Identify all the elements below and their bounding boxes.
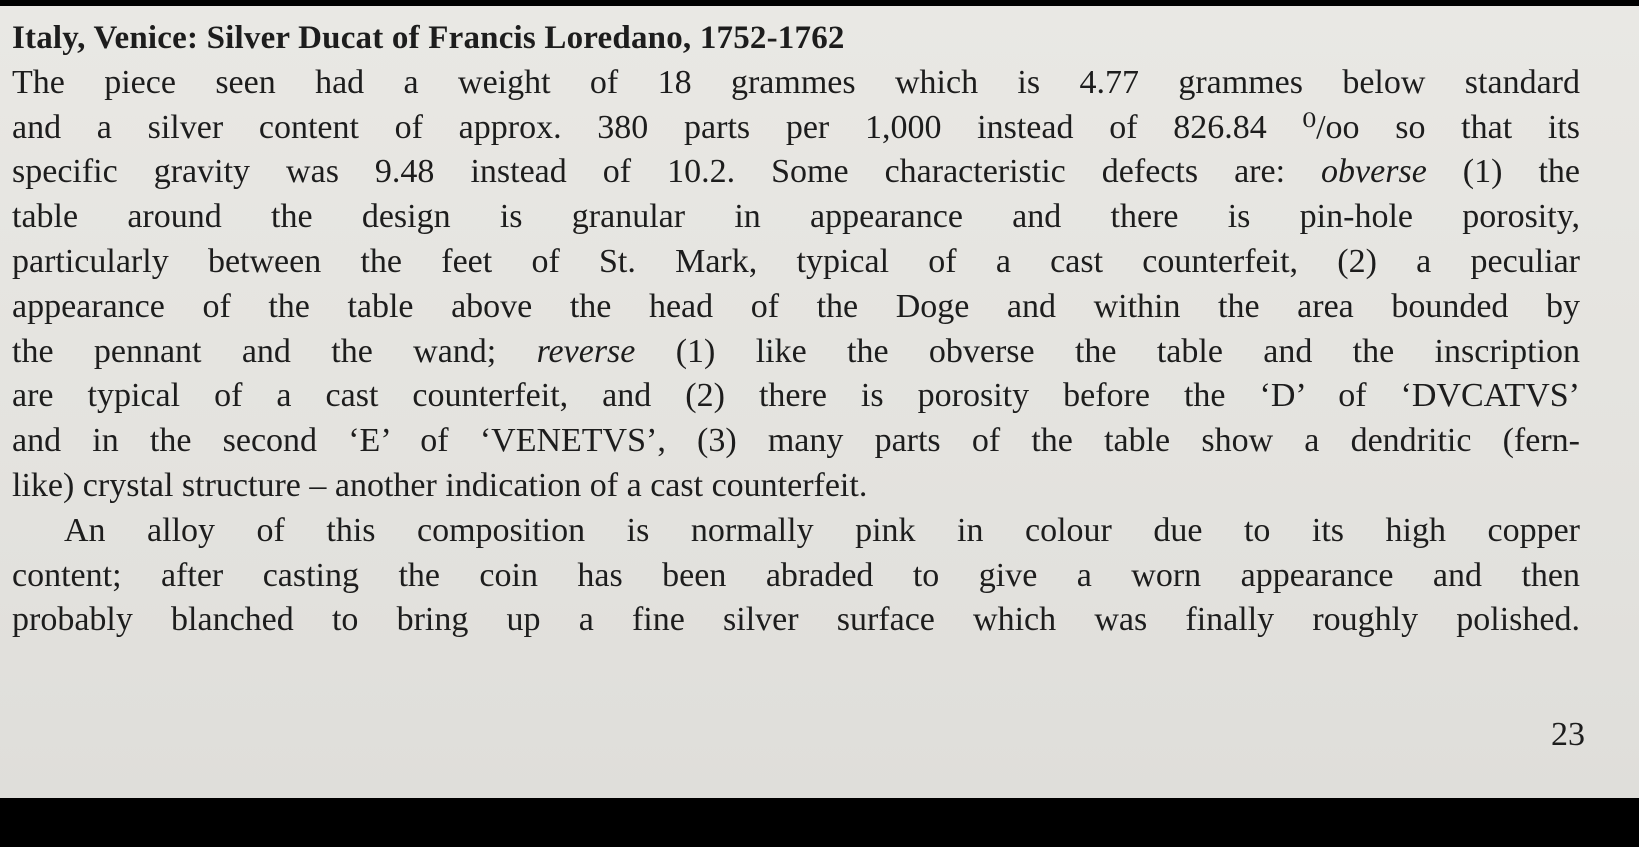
- text-line: like) crystal structure – another indication of a cast counterfeit.: [12, 466, 868, 504]
- text-line: table around the design is granular in appearance and there is pin-hole porosity,: [12, 198, 1580, 236]
- text-line: are typical of a cast counterfeit, and (2) there is porosity before the ‘D’ of ‘DVCATVS’: [12, 377, 1580, 415]
- paragraph-1: [12, 61, 1580, 509]
- book-page: [0, 6, 1639, 798]
- text-line: and a silver content of approx. 380 parts per 1,000 instead of 826.84 ⁰/oo so that its: [12, 108, 1580, 146]
- text-line: particularly between the feet of St. Mark, typical of a cast counterfeit, (2) a peculiar: [12, 242, 1580, 280]
- page-text: [12, 16, 1580, 643]
- text-line: specific gravity was 9.48 instead of 10.2. Some characteristic defects are: obverse (1) the: [12, 153, 1581, 191]
- text-line: and in the second ‘E’ of ‘VENETVS’, (3) many parts of the table show a dendritic (fern-: [12, 422, 1580, 460]
- page-number: 23: [1551, 716, 1585, 753]
- text-line: content; after casting the coin has been abraded to give a worn appearance and then: [12, 556, 1580, 594]
- text-line: the pennant and the wand; reverse (1) like the obverse the table and the inscription: [12, 332, 1580, 370]
- page-title: Italy, Venice: Silver Ducat of Francis Loredano, 1752-1762: [12, 20, 845, 56]
- paragraph-2: [12, 509, 1580, 643]
- text-line: probably blanched to bring up a fine silver surface which was finally roughly polished.: [12, 601, 1580, 639]
- text-line: An alloy of this composition is normally pink in colour due to its high copper: [64, 511, 1580, 549]
- text-line: appearance of the table above the head of the Doge and within the area bounded by: [12, 287, 1580, 325]
- text-line: The piece seen had a weight of 18 grammes which is 4.77 grammes below standard: [12, 63, 1580, 101]
